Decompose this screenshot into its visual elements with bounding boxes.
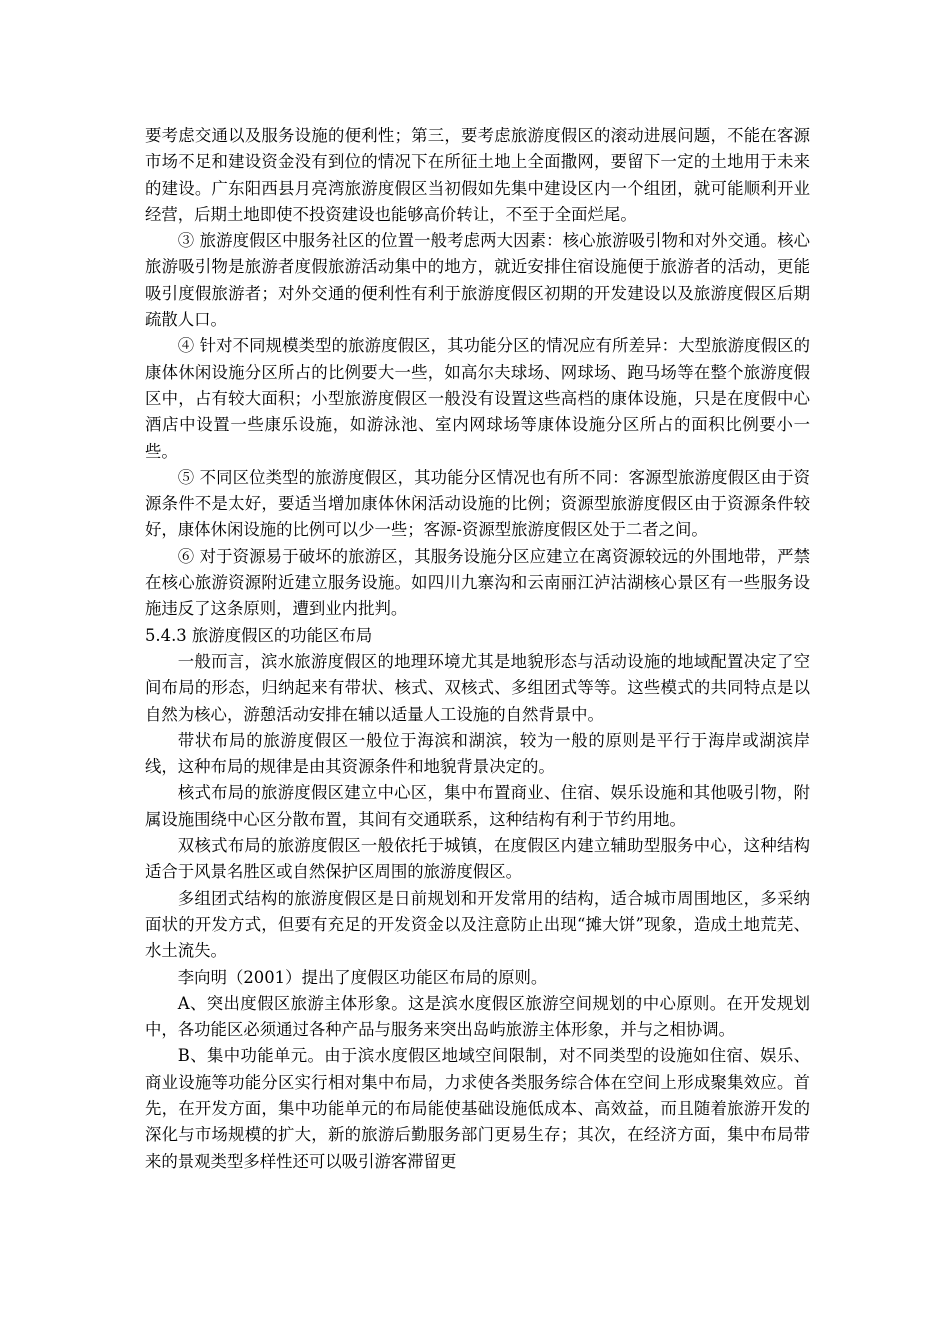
- paragraph-10: 多组团式结构的旅游度假区是日前规划和开发常用的结构，适合城市周围地区，多采纳面状的开发方式，但要有充足的开发资金以及注意防止出现“摊大饼”现象，造成土地荒芜、水土流失。: [145, 888, 810, 961]
- paragraph-2: ③ 旅游度假区中服务社区的位置一般考虑两大因素：核心旅游吸引物和对外交通。核心旅游吸引物是旅游者度假旅游活动集中的地方，就近安排住宿设施便于旅游者的活动，更能吸引度假旅游者；对外交通的便利性有利于旅游度假区初期的开发建设以及旅游度假区后期疏散人口。: [145, 231, 810, 330]
- paragraph-9: 双核式布局的旅游度假区一般依托于城镇，在度假区内建立辅助型服务中心，这种结构适合于风景名胜区或自然保护区周围的旅游度假区。: [145, 836, 810, 882]
- paragraph-5: ⑥ 对于资源易于破坏的旅游区，其服务设施分区应建立在离资源较远的外围地带，严禁在核心旅游资源附近建立服务设施。如四川九寨沟和云南丽江泸沽湖核心景区有一些服务设施违反了这条原则，遭到业内批判。: [145, 546, 810, 619]
- paragraph-12: A、突出度假区旅游主体形象。这是滨水度假区旅游空间规划的中心原则。在开发规划中，各功能区必须通过各种产品与服务来突出岛屿旅游主体形象，并与之相协调。: [145, 993, 810, 1040]
- section-heading: 5.4.3 旅游度假区的功能区布局: [145, 625, 373, 645]
- paragraph-8: 核式布局的旅游度假区建立中心区，集中布置商业、住宿、娱乐设施和其他吸引物，附属设施围绕中心区分散布置，其间有交通联系，这种结构有利于节约用地。: [145, 783, 810, 829]
- paragraph-13: B、集中功能单元。由于滨水度假区地域空间限制，对不同类型的设施如住宿、娱乐、商业设施等功能分区实行相对集中布局，力求使各类服务综合体在空间上形成聚集效应。首先，在开发方面，集中功能单元的布局能使基础设施低成本、高效益，而且随着旅游开发的深化与市场规模的扩大，新的旅游后勤服务部门更易生存；其次，在经济方面，集中布局带来的景观类型多样性还可以吸引游客滞留更: [145, 1046, 810, 1171]
- paragraph-3: ④ 针对不同规模类型的旅游度假区，其功能分区的情况应有所差异：大型旅游度假区的康体休闲设施分区所占的比例要大一些，如高尔夫球场、网球场、跑马场等在整个旅游度假区中，占有较大面积；小型旅游度假区一般没有设置这些高档的康体设施，只是在度假中心酒店中设置一些康乐设施，如游泳池、室内网球场等康体设施分区所占的面积比例要小一些。: [145, 336, 810, 461]
- paragraph-6: 一般而言，滨水旅游度假区的地理环境尤其是地貌形态与活动设施的地域配置决定了空间布局的形态，归纳起来有带状、核式、双核式、多组团式等等。这些模式的共同特点是以自然为核心，游憩活动安排在辅以适量人工设施的自然背景中。: [145, 651, 810, 724]
- paragraph-4: ⑤ 不同区位类型的旅游度假区，其功能分区情况也有所不同：客源型旅游度假区由于资源条件不是太好，要适当增加康体休闲活动设施的比例；资源型旅游度假区由于资源条件较好，康体休闲设施的比例可以少一些；客源-资源型旅游度假区处于二者之间。: [145, 467, 810, 540]
- paragraph-7: 带状布局的旅游度假区一般位于海滨和湖滨，较为一般的原则是平行于海岸或湖滨岸线，这种布局的规律是由其资源条件和地貌背景决定的。: [145, 730, 810, 777]
- paragraph-11: 李向明（2001）提出了度假区功能区布局的原则。: [177, 967, 548, 987]
- paragraph-1: 要考虑交通以及服务设施的便利性；第三，要考虑旅游度假区的滚动进展问题，不能在客源市场不足和建设资金没有到位的情况下在所征土地上全面撒网，要留下一定的土地用于未来的建设。广东阳西县月亮湾旅游度假区当初假如先集中建设区内一个组团，就可能顺利开业经营，后期土地即使不投资建设也能够高价转让，不至于全面烂尾。: [145, 126, 810, 224]
